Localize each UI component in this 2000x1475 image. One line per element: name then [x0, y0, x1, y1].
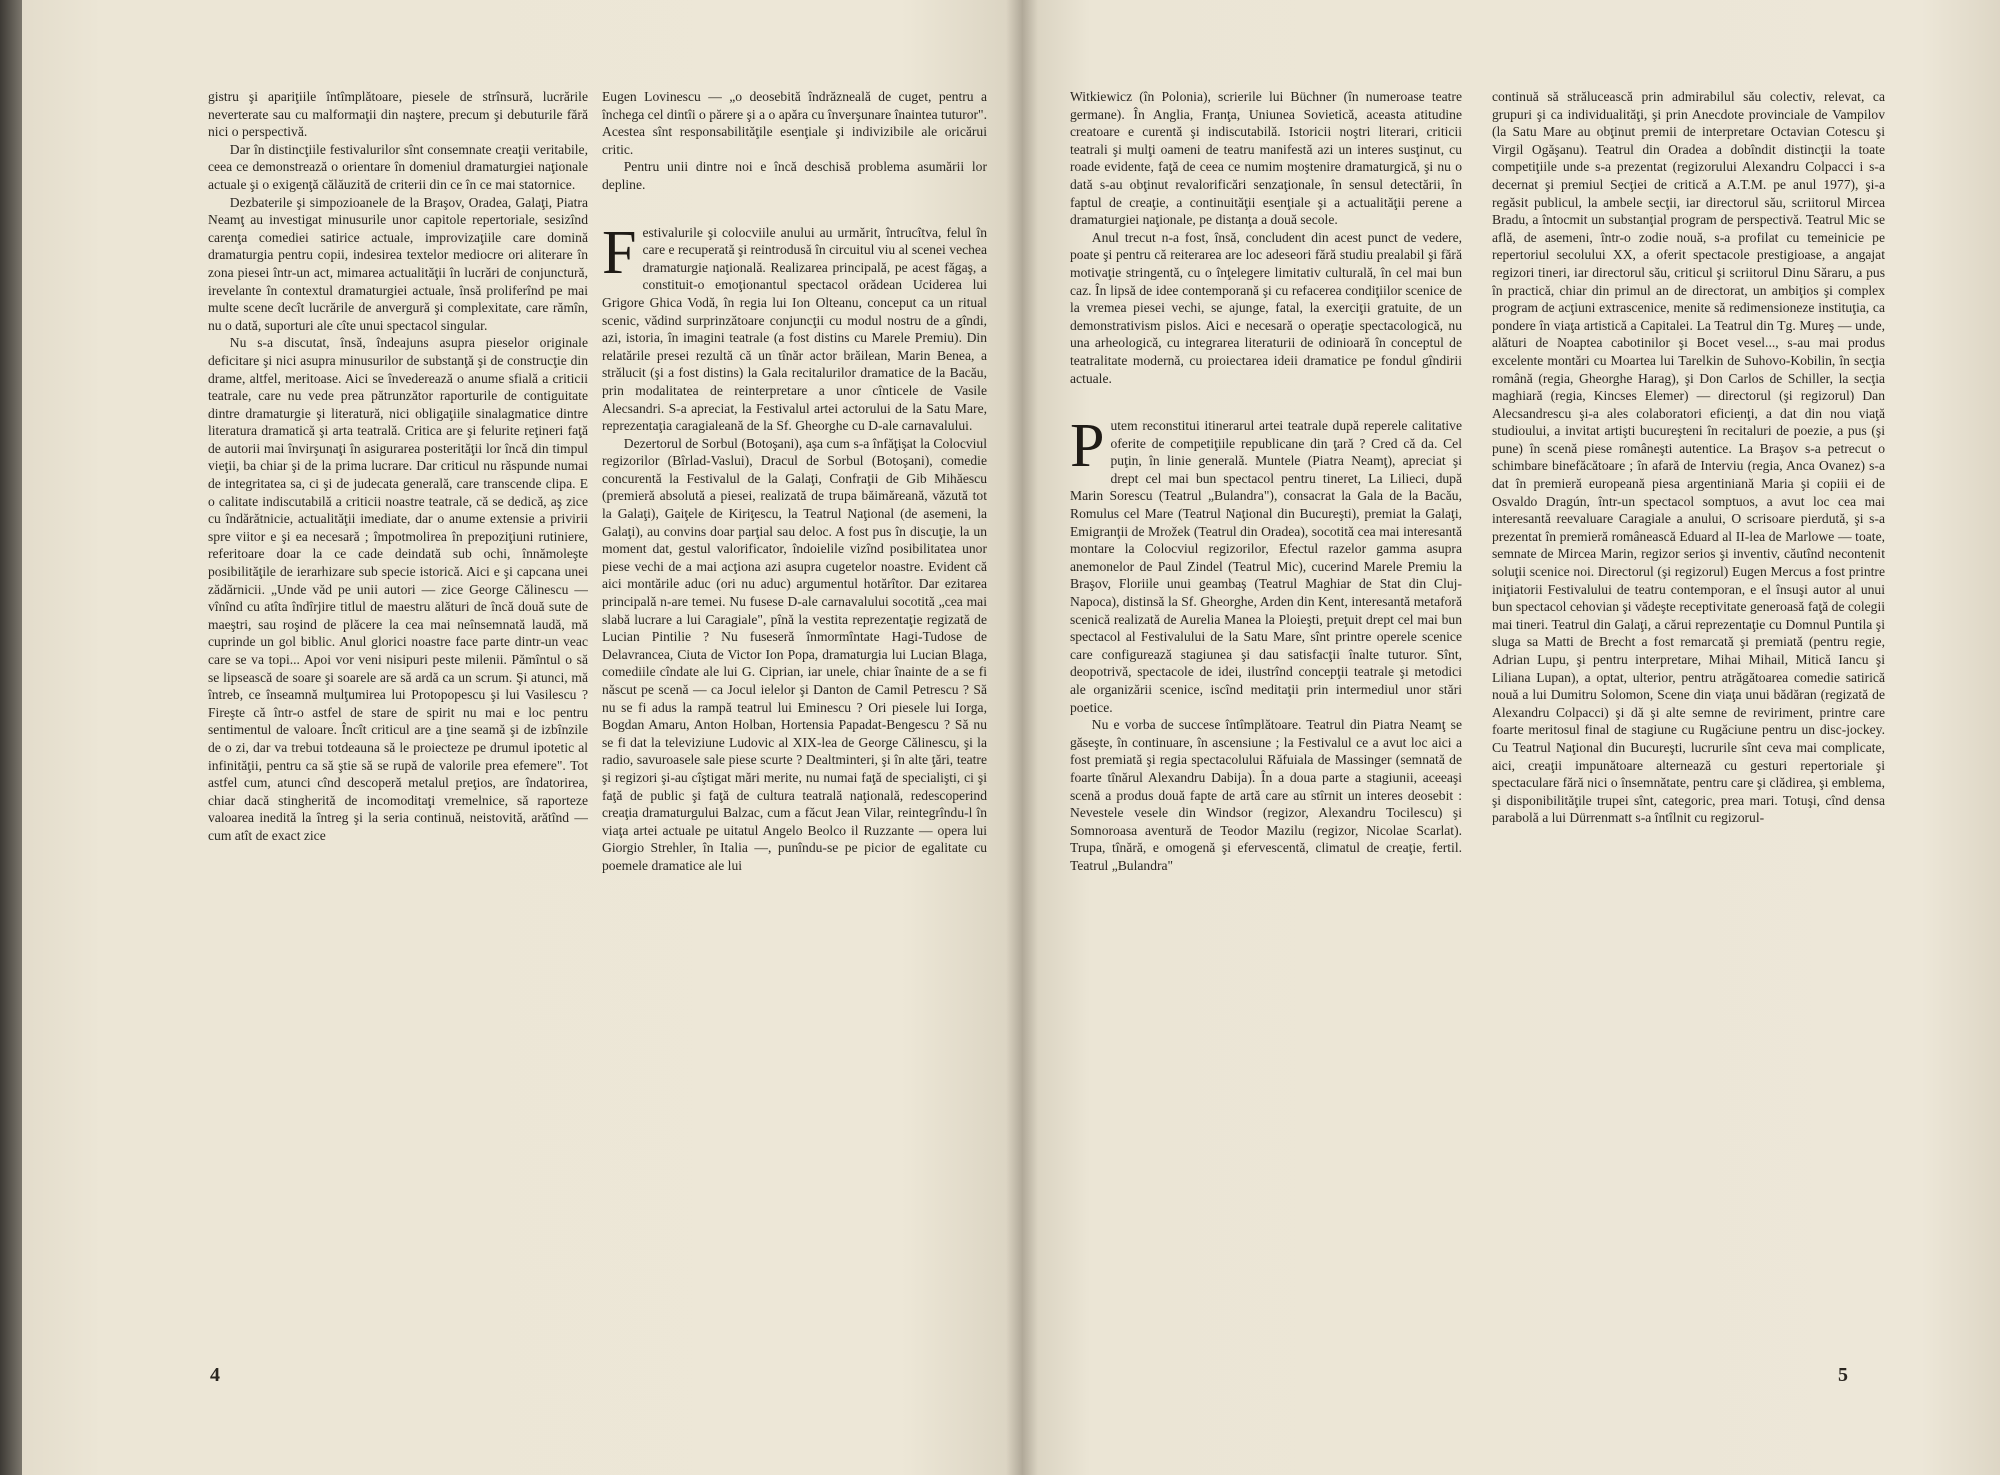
paragraph: Anul trecut n-a fost, însă, concludent din acest punct de vedere, poate şi pentru că reiterarea are loc adeseori fără studiu prealabil şi fără motivaţie stringentă, cu o înţelegere limitativ culturală, în cel mai bun caz. În lipsă de idee contemporană şi cu refacerea condiţiilor scenice de la vremea piesei vechi, se ajunge, fatal, la exerciţii gratuite, de un demonstrativism pislos. Aici e necesară o operaţie spectacologică, nu una arheologică, cu integrarea literaturii de odinioară în conceptul de teatralitate modernă, cu proiectarea ideii dramatice pe fondul gîndirii actuale.: [1070, 229, 1462, 386]
paragraph-text: utem reconstitui itinerarul artei teatrale după reperele calitative oferite de competiţiile republicane din ţară ? Cred că da. Cel puţin, în linie generală. Muntele (Piatra Neamţ), apreciat şi drept cel mai bun spectacol pentru tineret, La Lilieci, după Marin Sorescu (Teatrul „Bulandra"), consacrat la Gala de la Bacău, Romulus cel Mare (Teatrul Naţional din Bucureşti), premiat la Galaţi, Emigranţii de Mrožek (Teatrul din Oradea), socotită cea mai interesantă montare la Colocviul regizorilor, Efectul razelor gamma asupra anemonelor de Paul Zindel (Teatrul Mic), cucerind Marele Premiu la Braşov, Floriile unui geambaş (Teatrul Maghiar de Stat din Cluj-Napoca), distinsă la Sf. Gheorghe, Arden din Kent, interesantă metaforă scenică realizată de Aurelia Manea la Ploieşti, preţuit drept cel mai bun spectacol al Festivalului de la Satu Mare, sînt printre operele scenice care configurează stagiunea şi dau satisfacţii înalte tuturor. Sînt, deopotrivă, spectacole de idei, ilustrînd concepţii teatrale şi metodici ale organizării scenice, iscînd meditaţii prin intermediul unor stări poetice.: [1070, 418, 1462, 715]
right-page: [1022, 0, 2000, 1475]
dropcap: P: [1070, 412, 1105, 481]
paragraph: Witkiewicz (în Polonia), scrierile lui Büchner (în numeroase teatre germane). În Anglia, Franţa, Uniunea Sovietică, aceasta atitudine creatoare e curentă şi indiscutabilă. Istoricii noştri literari, criticii teatrali şi mulţi oameni de teatru manifestă azi un interes susţinut, cu roade evidente, faţă de ceea ce numim moştenire dramaturgică, şi nu o dată s-au obţinut revalorificări senzaţionale, în sensul detectării, în faptul de creaţie, a continuităţii esenţiale şi a actualităţii perene a dramaturgiei naţionale, pe distanţa a două secole.: [1070, 89, 1462, 228]
paragraph-with-dropcap: [1070, 412, 1462, 716]
page-gutter-shadow: [1006, 0, 1038, 1475]
paragraph-with-dropcap: [602, 218, 987, 435]
paragraph: Eugen Lovinescu — „o deosebită îndrăzneală de cuget, pentru a închega cel dintîi o părere şi a o apăra cu înverşunare înaintea tuturor". Acestea sînt responsabilităţile esenţiale şi indivizibile ale oricărui critic.: [602, 89, 987, 157]
page-number-right: 5: [1838, 1364, 1848, 1386]
page-number-left: 4: [210, 1364, 220, 1386]
paragraph: continuă să strălucească prin admirabilul său colectiv, relevat, ca grupuri şi ca individualităţi, şi prin Anecdote provinciale de Vampilov (la Satu Mare au obţinut premii de interpretare Octavian Cotescu şi Virgil Ogăşanu). Teatrul din Oradea a dobîndit distincţii la toate competiţiile unde s-a prezentat (regizorului Alexandru Colpacci i s-a decernat şi premiul Secţiei de critică a A.T.M. pe anul 1977), şi-a regăsit publicul, la ambele secţii, iar directorul său, scriitorul Mircea Bradu, a întocmit un substanţial program de perspectivă. Teatrul Mic se află, de asemeni, într-o zodie nouă, s-a profilat cu temeinicie pe repertoriul secolului XX, a oferit spectacole prestigioase, a angajat regizori tineri, iar directorul său, criticul şi scriitorul Dinu Săraru, a pus în practică, chiar din primul an de directorat, un ambiţios şi complex program de acţiuni extrascenice, menite să redimensioneze instituţia, ca pondere în viaţa artistică a Capitalei. La Teatrul din Tg. Mureş — unde, alături de Noaptea cabotinilor şi Bocet vesel..., s-au mai produs excelente montări cu Moartea lui Tarelkin de Suhovo-Kobilin, în secţia română (regia, Gheorghe Harag), şi Don Carlos de Schiller, la secţia maghiară (regia, Kincses Elemer) — directorul (şi regizorul) Dan Alecsandrescu şi-a ales colaboratori eficienţi, a dat din nou viaţă studioului, a invitat artişti bucureşteni în recitaluri de poezie, a pus (şi pune) în scenă piese româneşti autentice. La Braşov s-a petrecut o schimbare binefăcătoare ; în afară de Interviu (regia, Anca Ovanez) s-a dat în premieră europeană piesa argentiniană Maria şi copiii ei de Osvaldo Dragún, într-un spectacol somptuos, a avut loc cea mai interesantă reevaluare Caragiale a anului, O scrisoare pierdută, şi s-a prezentat în premieră românească Eduard al II-lea de Marlowe — toate, semnate de Mircea Marin, regizor serios şi inventiv, căutînd necontenit soluţii scenice noi. Directorul (şi regizorul) Eugen Mercus a fost printre iniţiatorii Festivalului de teatru contemporan, e el însuşi autor al unui bun spectacol cehovian şi vădeşte receptivitate generoasă faţă de colegii mai tineri. Teatrul din Galaţi, a cărui reprezentaţie cu Domnul Puntila şi sluga sa Matti de Brecht a fost remarcată şi premiată (pentru regie, Adrian Lupu, şi pentru interpretare, Mihai Mihail, Mitică Iancu şi Liliana Lupan), a optat, ulterior, pentru atrăgătoarea comedie satirică nouă a lui Dumitru Solomon, Scene din viaţa unui bădăran (regizată de Alexandru Colpacci) şi dă şi alte semne de reviriment, printre care foarte meritosul final de stagiune cu Rugăciune pentru un disc-jockey. Cu Teatrul Naţional din Bucureşti, lucrurile sînt ceva mai complicate, aici, creaţii impunătoare alternează cu gesturi repertoriale şi spectaculare fără nici o însemnătate, pentru care şi clădirea, şi emblema, şi disponibilităţile trupei sînt, categoric, prea mari. Totuşi, cînd densa parabolă a lui Dürrenmatt s-a întîlnit cu regizorul-: [1492, 89, 1885, 826]
paragraph: Nu s-a discutat, însă, îndeajuns asupra pieselor originale deficitare şi nici asupra minusurilor de substanţă şi de construcţie din drame, altfel, meritoase. Aici se învederează o anume sfială a criticii teatrale, care nu vede prea pătrunzător raporturile de contiguitate dintre dramaturgie şi literatură, nici obligaţiile sinalagmatice dintre literatura dramatică şi arta teatrală. Critica are şi felurite reţineri faţă de autorii mai învirşunaţi în asigurarea posterităţii lor încă din timpul vieţii, ba chiar şi de la prima lucrare. Dar criticul nu răspunde numai de integritatea sa, ci şi de judecata generală, care transcende clipa. E o calitate indiscutabilă a criticii noastre teatrale, că se dedică, aş zice cu îndărătnicie, actualităţii imediate, dar o anume extensie a privirii spre viitor e şi ea necesară ; împotmolirea în prepoziţiuni rutiniere, referitoare doar la ce cade deindată sub ochi, înnămoleşte posibilităţile de ierarhizare sub specie istorică. Aici e şi capcana unei zădărnicii. „Unde văd pe unii autori — zice George Călinescu — vînînd cu atîta îndîrjire titlul de maestru alături de încă două sute de maeştri, sau roşind de plăcere la cea mai neînsemnată laudă, mă cuprinde un gol biblic. Anul glorici noastre face parte dintr-un veac care se va topi... Apoi vor veni nisipuri peste milenii. Pămîntul o să se lipsească de soare şi soarele are să ardă ca un scrum. Şi atunci, mă întreb, ce înseamnă mulţumirea lui Protopopescu şi lui Vasilescu ? Fireşte că într-o astfel de stare de spirit nu mai e loc pentru sentimentul de valoare. Încît criticul are a ţine seamă şi de izbînzile de o zi, dar va trebui totdeauna să le proiecteze pe drumul ipotetic al infinităţii, pentru ca să ştie să se rupă de valorile prea efemere". Tot astfel cum, atunci cînd descoperă metalul preţios, are îndatorirea, chiar dacă stingherită de incomoditaţi vremelnice, să raporteze valoarea inedită la întreg şi la seria continuă, neistovită, arătînd — cum atît de exact zice: [208, 335, 588, 843]
left-column-2: [602, 88, 987, 1340]
paragraph: Pentru unii dintre noi e încă deschisă problema asumării lor depline.: [602, 159, 987, 192]
left-column-1: [208, 88, 588, 1340]
paragraph: Dezbaterile şi simpozioanele de la Braşov, Oradea, Galaţi, Piatra Neamţ au investigat minusurile unor capitole repertoriale, sesizînd carenţa comediei satirice actuale, improvizaţiile care domină dramaturgia pentru copii, indesirea textelor mediocre ori aliterare în zona piesei într-un act, mimarea actualităţii în lucrări de conjunctură, irevelante în contextul dramaturgiei actuale, însă proliferînd pe mai multe scene decît lucrările de anvergură şi complexitate, care rămîn, nu o dată, suporturi ale cîte unui spectacol singular.: [208, 194, 588, 333]
paragraph: Dar în distincţiile festivalurilor sînt consemnate creaţii veritabile, ceea ce demonstrează o orientare în domeniul dramaturgiei naţionale actuale şi o exigenţă călăuzită de criterii din ce în ce mai statornice.: [208, 141, 588, 192]
dropcap: F: [602, 218, 637, 287]
paragraph: Nu e vorba de succese întîmplătoare. Teatrul din Piatra Neamţ se găseşte, în continuare, în ascensiune ; la Festivalul ce a avut loc aici a fost premiată şi regia spectacolului Răfuiala de Massinger (semnată de foarte tînărul Alexandru Dabija). În a doua parte a stagiunii, aceeaşi scenă a produs două fapte de artă care au stîrnit un interes deosebit : Nevestele vesele din Windsor (regizor, Alexandru Tocilescu) şi Somnoroasa aventură de Teodor Mazilu (regizor, Nicolae Scarlat). Trupa, tînără, e omogenă şi efervescentă, climatul de creaţie, fertil. Teatrul „Bulandra": [1070, 717, 1462, 873]
right-column-2: [1492, 88, 1885, 1340]
left-page: [22, 0, 1022, 1475]
paragraph: gistru şi apariţiile întîmplătoare, piesele de strînsură, lucrările neverterate sau cu malformaţii din naştere, precum şi debuturile fără nici o perspectivă.: [208, 89, 588, 140]
book-binding: [0, 0, 22, 1475]
paragraph: Dezertorul de Sorbul (Botoşani), aşa cum s-a înfăţişat la Colocviul regizorilor (Bîrlad-Vaslui), Dracul de Sorbul (Botoşani), comedie concurentă la Festivalul de la Galaţi, Confraţii de Gib Mihăescu (premieră absolută a piesei, realizată de trupa băimăreană, văzută tot la Galaţi), Gaiţele de Kiriţescu, la Teatrul Naţional (de asemeni, la Galaţi), au convins doar parţial sau deloc. A fost pus în discuţie, la un moment dat, gestul valorificator, îndoielile vizînd posibilitatea unor piese vechi de a mai acţiona azi asupra cugetelor noastre. Evident că aici montările aduc (ori nu aduc) argumentul hotărîtor. Dar ezitarea principală n-are temei. Nu fusese D-ale carnavalului socotită „cea mai slabă lucrare a lui Caragiale", pînă la vestita reprezentaţie regizată de Lucian Pintilie ? Nu fuseseră înmormîntate Hagi-Tudose de Delavrancea, Ciuta de Victor Ion Popa, dramaturgia lui Lucian Blaga, comediile cîndate ale lui G. Ciprian, iar unele, chiar înainte de a se fi născut pe scenă — ca Jocul ielelor şi Danton de Camil Petrescu ? Să nu se fi adus la rampă teatrul lui Eminescu ? Ori piesele lui Iorga, Bogdan Amaru, Anton Holban, Hortensia Papadat-Bengescu ? Să nu se fi dat la televiziune Ludovic al XIX-lea de George Călinescu, şi la radio, savuroasele sale piese scurte ? Dealtminteri, şi în alte ţări, teatre şi regizori şi-au cîştigat mări merite, nu numai faţă de specialişti, ci şi faţă de public şi faţă de cultura teatrală naţională, redescoperind creaţia dramaturgului Balzac, cum a făcut Jean Vilar, reintegrîndu-l în viaţa artei actuale pe uitatul Angelo Beolco il Ruzzante — opera lui Giorgio Strehler, în Italia —, punîndu-se pe picior de egalitate cu poemele dramatice ale lui: [602, 435, 987, 873]
right-column-1: [1070, 88, 1462, 1340]
paragraph-text: estivalurile şi colocviile anului au urmărit, întrucîtva, felul în care e recuperată şi reintrodusă în circuitul viu al scenei vechea dramaturgie naţională. Realizarea principală, pe acest făgaş, a constituit-o emoţionantul spectacol orădean Uciderea lui Grigore Ghica Vodă, în regia lui Ion Olteanu, conceput ca un ritual scenic, vădind surprinzătoare conjuncţii cu modul nostru de a gîndi, azi, istoria, în imagini teatrale (a fost distins cu Marele Premiu). Din relatările presei rezultă că un tînăr actor brăilean, Marin Benea, a strălucit (şi a fost distins) la Gala recitalurilor dramatice de la Bacău, prin modalitatea de reinterpretare a unor cînticele de Vasile Alecsandri. S-a apreciat, la Festivalul artei actorului de la Satu Mare, reprezentaţia caragialeană de la Sf. Gheorghe cu D-ale carnavalului.: [602, 224, 987, 434]
